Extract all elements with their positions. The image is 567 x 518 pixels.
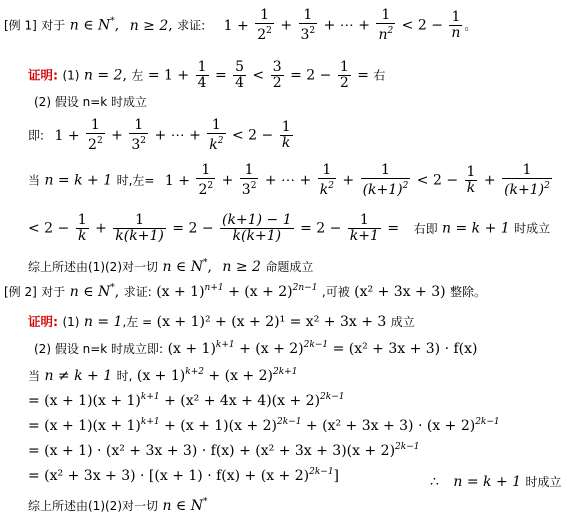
ex1-step2: (2) 假设 n=k 时成立 [34,95,148,109]
ex1-inductive-step: 当 n = k + 1 时,左= 1 + $\frac{1}{2^2}$ + $\frac{1}{3^2}$ + ⋯ + $\frac{1}{k^2}$ + $\frac{1}{(k+1)^2}$ < 2 − $\frac{1}{k}$ + $\frac{1}{(k+1)^2}$ [28,162,550,198]
ex2-statement: [例 2] 对于 n ∈ N*, 求证: $(x + 1)^{n+1} + (x + 2)^{2n-1}$ ,可被 (x² + 3x + 3) 整除。 [4,283,487,300]
ex1-hypothesis: 即: 1 + $\frac{1}{2^2}$ + $\frac{1}{3^2}$ + ⋯ + $\frac{1}{k^2}$ < 2 − $\frac{1}{k}$ [28,117,291,153]
ex2-base-case: 证明: (1) n = 1,左 = (x + 1)² + (x + 2)¹ = x² + 3x + 3 成立 [28,314,415,330]
ex2-line5: = $(x^2 + 3x + 3) \cdot [(x + 1) \cdot f(x) + (x + 2)^{2k-1}]$ [28,467,340,484]
ex1-chain: < 2 − $\frac{1}{k}$ + $\frac{1}{k(k+1)}$ = 2 − $\frac{(k+1) - 1}{k(k+1)}$ = 2 − $\frac{1}{k+1}$ = 右即 n = k + 1 时成立 [28,212,551,244]
ex2-line2: = $(x + 1)(x + 1)^{k+1} + (x^2 + 4x + 4)(x + 2)^{2k-1}$ [28,392,345,409]
ex2-line4: = $(x + 1) \cdot (x^2 + 3x + 3) \cdot f(x) + (x^2 + 3x + 3)(x + 2)^{2k-1}$ [28,442,420,459]
ex1-base-case: 证明: (1) n = 2, 左 = 1 + $\frac{1}{4}$ = $\frac{5}{4}$ < $\frac{3}{2}$ = 2 − $\frac{1}{2}$ = 右 [28,59,386,91]
ex2-inductive-step: 当 n ≠ k + 1 时, $(x + 1)^{k+2} + (x + 2)^{2k+1}$ [28,367,298,384]
ex2-summary: 综上所述由(1)(2)对一切 n ∈ N* [28,497,208,514]
ex1-summary: 综上所述由(1)(2)对一切 n ∈ N*, n ≥ 2 命题成立 [28,258,314,275]
ex1-statement: [例 1] 对于 n ∈ N*, n ≥ 2, 求证: 1 + $\frac{1}{2^2}$ + $\frac{1}{3^2}$ + ⋯ + $\frac{1}{n^2}$ < 2 − $\frac{1}{n}$ 。 [4,7,477,43]
ex2-conclusion: ∴ n = k + 1 时成立 [430,474,562,490]
ex2-hypothesis: (2) 假设 n=k 时成立即: $(x + 1)^{k+1} + (x + 2)^{2k-1} = (x^2 + 3x + 3) \cdot f(x)$ [34,340,478,357]
ex2-line3: = $(x + 1)(x + 1)^{k+1} + (x + 1)(x + 2)^{2k-1} + (x^2 + 3x + 3) \cdot (x + 2)^{2k-1}$ [28,417,500,434]
